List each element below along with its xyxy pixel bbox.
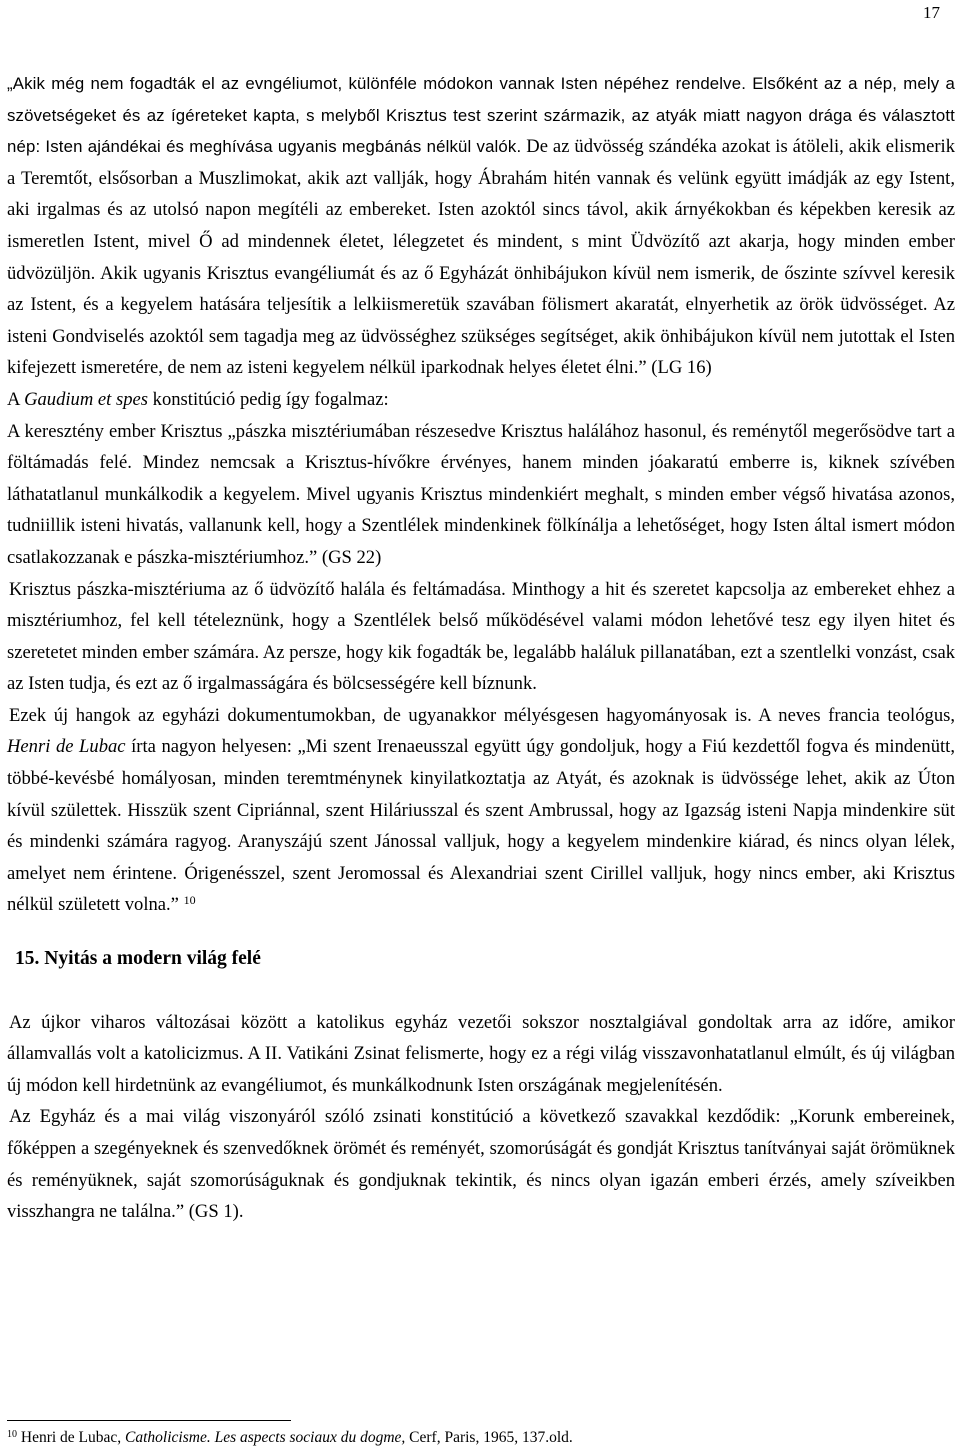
footnote xyxy=(7,1427,573,1449)
footnote-number: 10 xyxy=(7,1429,17,1440)
paragraph-modern-world: Az újkor viharos változásai között a katolikus egyház vezetői sokszor nosztalgiával gondoltak arra az időre, amikor államvallás volt a katolicizmus. A II. Vatikáni Zsinat felismerte, hogy ez a régi világ visszavonhatatlanul elmúlt, és új világban új módon kell hirdetnünk az evangéliumot, és munkálkodnunk Isten országának megjelenítésén. xyxy=(7,1011,955,1096)
footnote-divider xyxy=(7,1420,291,1421)
gs-intro-before: A xyxy=(7,388,25,410)
footnote-book-title: Catholicisme. Les aspects sociaux du dogme, xyxy=(125,1429,406,1446)
gs-intro-after: konstitúció pedig így fogalmaz: xyxy=(148,388,389,410)
paragraph-paschal-mystery: Krisztus pászka-misztériuma az ő üdvözítő halála és feltámadása. Minthogy a hit és szeretet kapcsolja az embereket ehhez a misztériumhoz, fel kell tételeznünk, hogy a Szentlélek belső működésével valami módon lehetővé tesz egy ilyen hitet és szeretetet minden ember számára. Az persze, hogy kik fogadták be, legalább haláluk pillanatában, ezt a szentlelki vonzást, csak az Isten tudja, és ezt az ő irgalmasságára és bölcsességére kell bíznunk. xyxy=(7,578,955,695)
page-number: 17 xyxy=(923,3,940,22)
quote-lg16-opening: „Akik még nem fogadták el az evngéliumot, különféle módokon vannak Isten népéhez rendelve. Elsőként az a nép, mely a szövetségeket és az ígéreteket kapta, s melyből Krisztus test szerint származik, az atyák miatt nagyon drága és választott nép: Isten ajándékai és meghívása ugyanis megbánás nélkül valók. xyxy=(7,74,955,157)
footnote-publisher: Cerf, Paris, 1965, 137.old. xyxy=(405,1429,573,1446)
footnote-ref: 10 xyxy=(183,893,196,908)
author-name-de-lubac: Henri de Lubac xyxy=(7,736,126,758)
paragraph-de-lubac xyxy=(7,700,955,921)
section-heading: 15. Nyitás a modern világ felé xyxy=(15,948,261,970)
gaudium-et-spes-title: Gaudium et spes xyxy=(24,388,149,410)
paragraph-gs-intro xyxy=(7,384,955,416)
de-lubac-before: Ezek új hangok az egyházi dokumentumokban, de ugyanakkor mélyésgesen hagyományosak is. A neves francia teológus, xyxy=(9,704,955,726)
paragraph-gs22-quote: A keresztény ember Krisztus „pászka misztériumában részesedve Krisztus halálához hasonul, és reménytől megerősödve tart a föltámadás felé. Mindez nemcsak a Krisztus-hívőkre érvényes, hanem minden jóakaratú emberre is, kiknek szívében láthatatlanul munkálkodik a kegyelem. Mivel ugyanis Krisztus mindenkiért meghalt, s minden ember végső hivatása azonos, tudniillik isteni hivatás, vallanunk kell, hogy a Szentlélek mindenkinek fölkínálja a lehetőséget, hogy Isten által ismert módon csatlakozzanak e pászka-misztériumhoz.” (GS 22) xyxy=(7,420,955,568)
quote-lg16-rest: De az üdvösség szándéka azokat is átöleli, akik elismerik a Teremtőt, elsősorban a Muszlimokat, akik azt vallják, hogy Ábrahám hitén vannak és velünk együtt imádják az egy Istent, aki irgalmas és az utolsó napon megítéli az embereket. Isten azoktól sincs távol, akik árnyékokban és képekben keresik az ismeretlen Istent, mivel Ő ad mindennek életet, lélegzetet és mindent, s mint Üdvözítő azt akarja, hogy minden ember üdvözüljön. Akik ugyanis Krisztus evangéliumát és az ő Egyházát önhibájukon kívül nem ismerik, de őszinte szívvel keresik az Istent, és a kegyelem hatására teljesítik a lelkiismeretük szavában fölismert akaratát, elnyerhetik az örök üdvösséget. Az isteni Gondviselés azoktól sem tagadja meg az üdvösséghez szükséges segítséget, akik önhibájukon kívül nem jutottak el Isten kifejezett ismeretére, de nem az isteni kegyelem nélkül iparkodnak helyes életet élni.” (LG 16) xyxy=(7,136,955,379)
footnote-author: Henri de Lubac, xyxy=(17,1429,126,1446)
page-body xyxy=(7,68,955,1228)
paragraph-lg16-quote xyxy=(7,68,955,384)
paragraph-gs1-quote: Az Egyház és a mai világ viszonyáról szóló zsinati konstitúció a következő szavakkal kezdődik: „Korunk embereinek, főképpen a szegényeknek és szenvedőknek örömét és reményét, szomorúságát és gondját Krisztus tanítványai saját örömüknek és reményüknek, saját szomorúságuknak és gondjuknak tekintik, és nincs olyan igazán emberi érzés, amely szíveikben visszhangra ne találna.” (GS 1). xyxy=(7,1106,955,1223)
de-lubac-quote: írta nagyon helyesen: „Mi szent Irenaeusszal együtt úgy gondoljuk, hogy a Fiú kezdettől fogva és mindenütt, többé-kevésbé homályosan, minden teremtménynek kinyilatkoztatja az Atyát, és azoknak is üdvössége lehet, akik az Úton kívül születtek. Hisszük szent Cipriánnal, szent Hiláriusszal és szent Ambrussal, hogy az Igazság isteni Napja mindenkire süt és mindenki számára ragyog. Aranyszájú szent Jánossal valljuk, hogy a kegyelem mindenkire kiárad, és nincs olyan lélek, amelyet nem érintene. Órigenésszel, szent Jeromossal és Alexandriai szent Cirillel valljuk, hogy nincs ember, aki Krisztus nélkül született volna.” xyxy=(7,736,955,916)
